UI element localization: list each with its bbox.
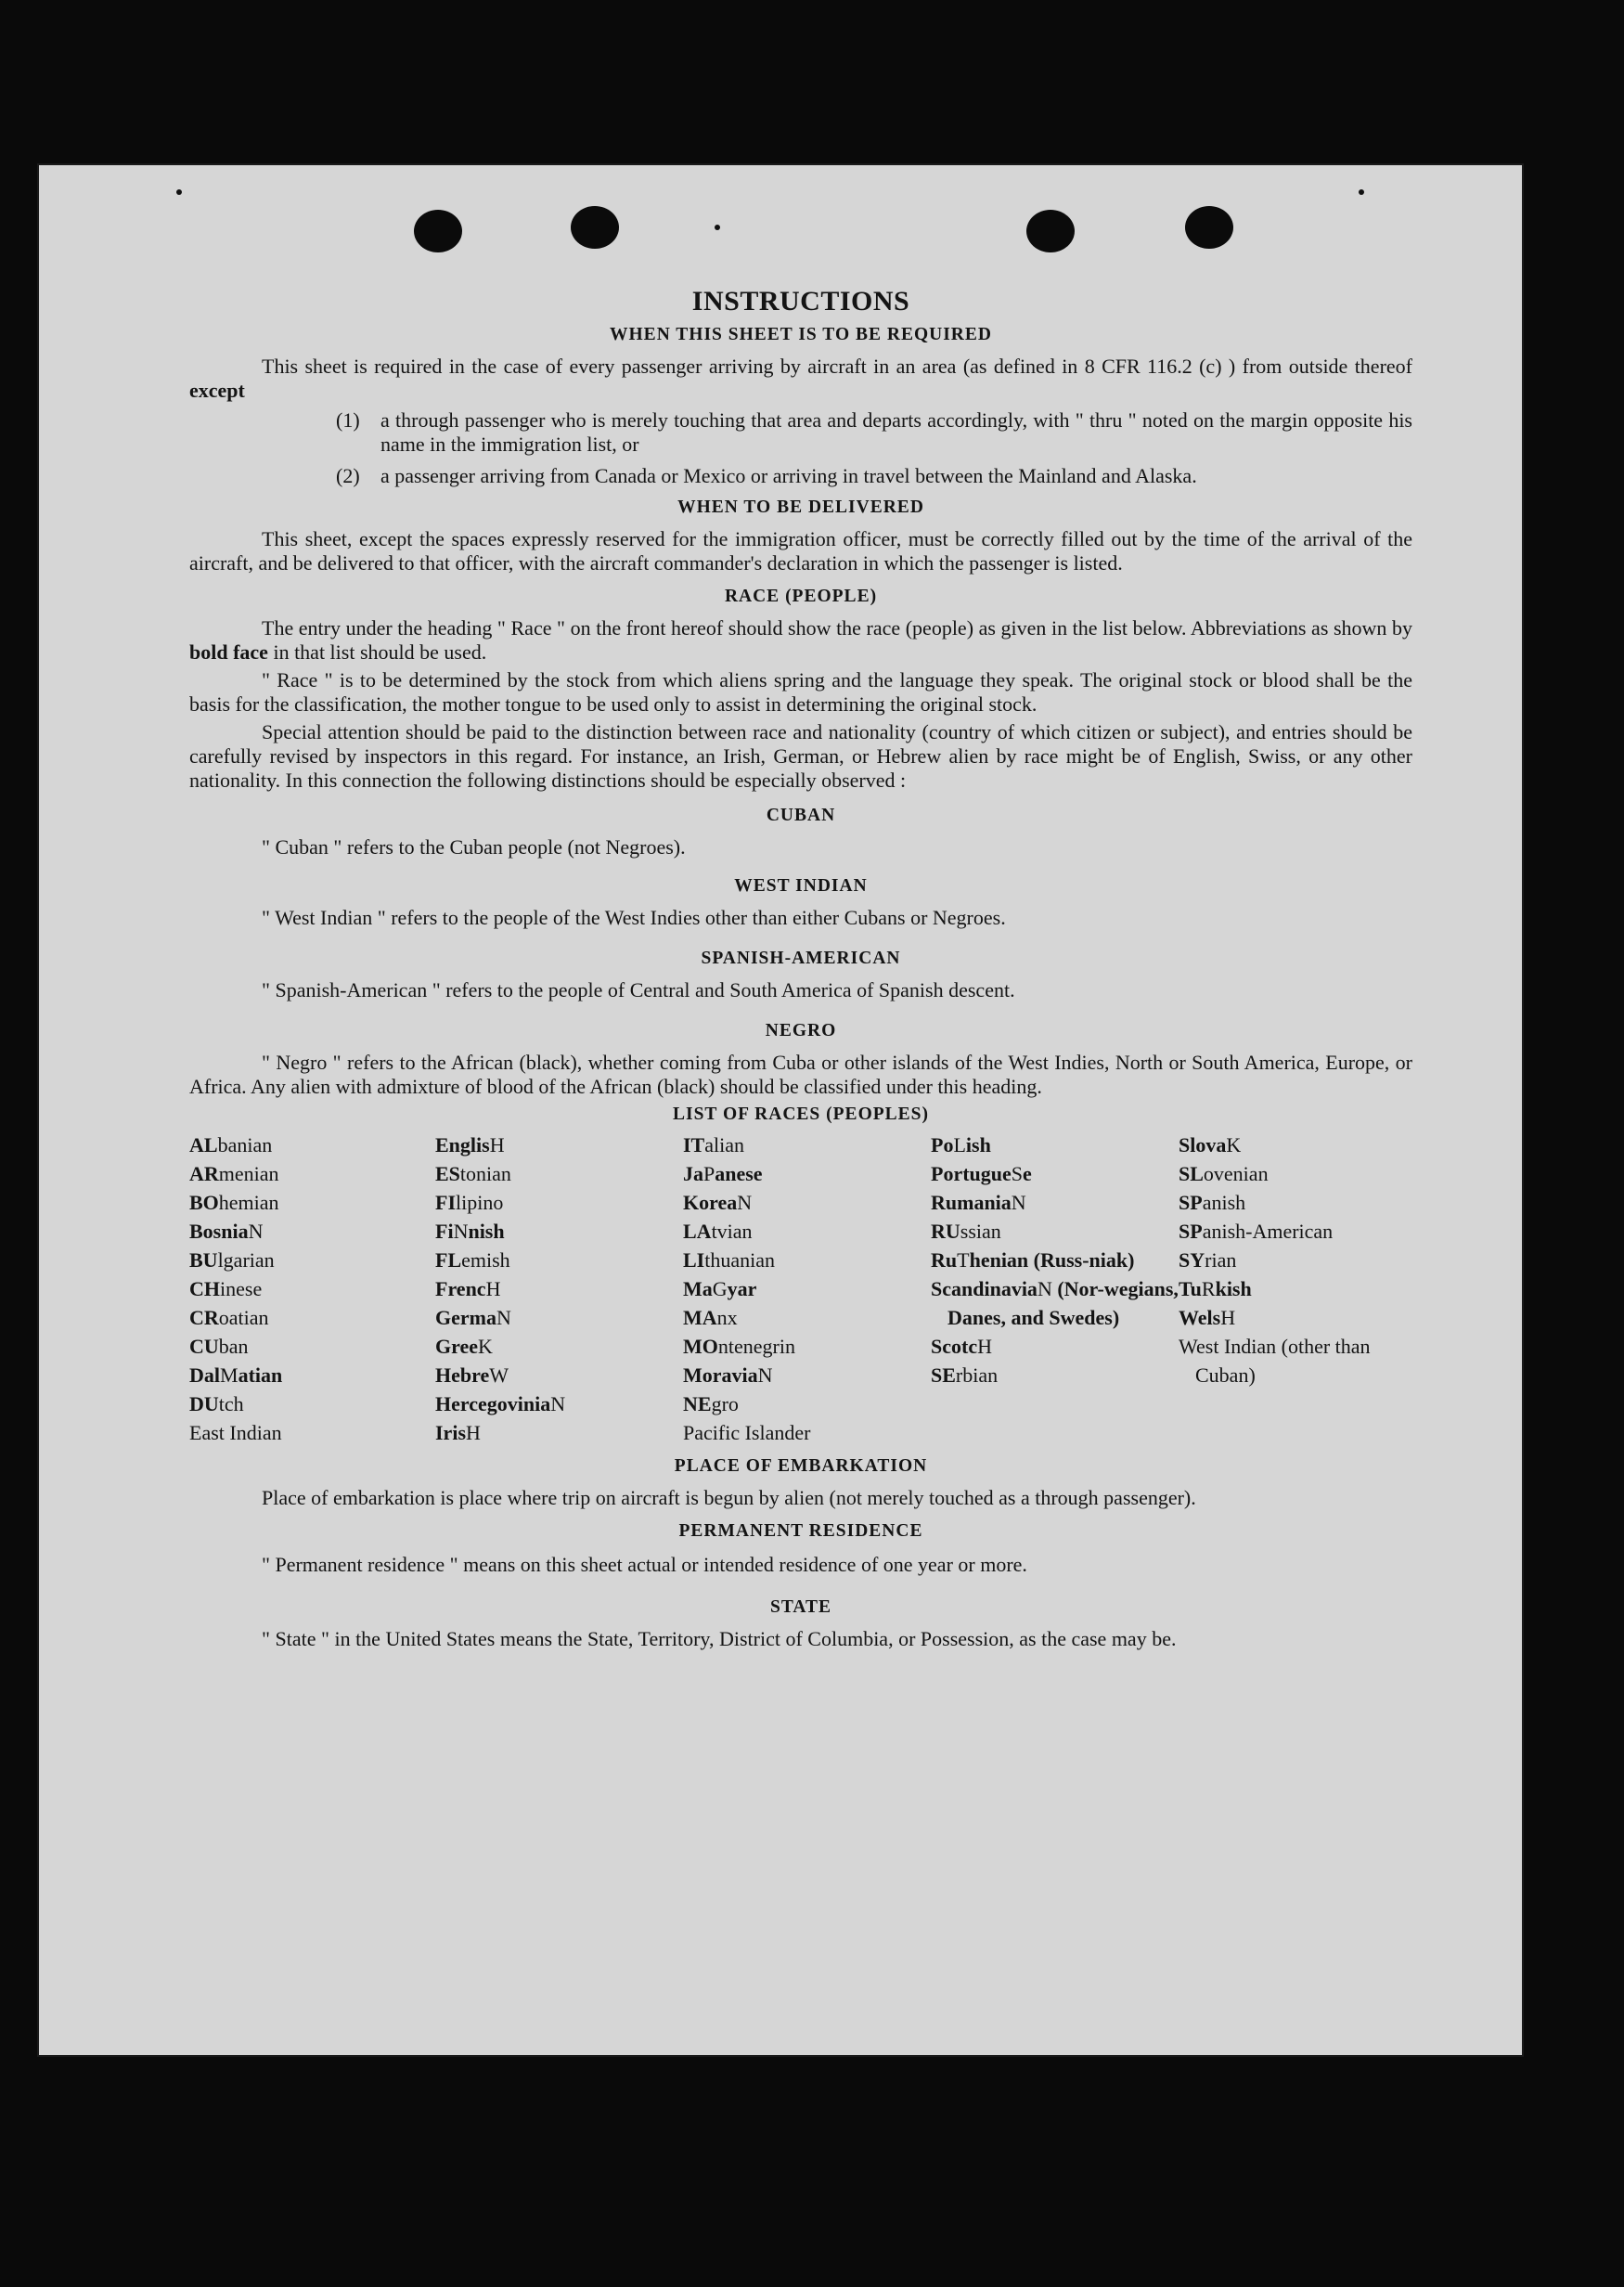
race-entry: FLemish [435, 1248, 510, 1272]
race-entry: MoraviaN [683, 1363, 773, 1387]
race-entry: FiNnish [435, 1220, 505, 1243]
required-intro: This sheet is required in the case of every passenger arriving by aircraft in an area (as defined in 8 CFR 116.2 (c) ) from outside thereof except [189, 355, 1412, 402]
race-entry: TuRkish [1179, 1277, 1252, 1300]
race-entry: SPanish-American [1179, 1220, 1334, 1243]
heading-delivered: WHEN TO BE DELIVERED [677, 497, 924, 517]
race-entry: EStonian [435, 1162, 511, 1185]
race-entry: RuThenian (Russ-niak) [931, 1248, 1135, 1272]
heading-spanish-american: SPANISH-AMERICAN [701, 949, 901, 968]
race-entry: HercegoviniaN [435, 1392, 566, 1415]
embarkation-text: Place of embarkation is place where trip on aircraft is begun by alien (not merely touched as a through passenger). [262, 1486, 1196, 1509]
race-entry: ScotcH [931, 1335, 992, 1358]
heading-residence: PERMANENT RESIDENCE [678, 1521, 923, 1541]
heading-race: RACE (PEOPLE) [724, 587, 878, 606]
race-paragraph-2: " Race " is to be determined by the stock from which aliens spring and the language they speak. The original stock or blood shall be the basis for the classification, the mother tongue to be used only to assist in determining the original stock. [189, 668, 1412, 716]
race-paragraph-1: The entry under the heading " Race " on the front hereof should show the race (people) as given in the list below. Abbreviations as shown by bold face in that list should be used. [189, 616, 1412, 664]
races-column [189, 1131, 435, 1447]
races-column [1179, 1131, 1412, 1447]
document-page [37, 163, 1524, 2057]
residence-text: " Permanent residence " means on this sheet actual or intended residence of one year or more. [262, 1553, 1027, 1576]
race-entry: CRoatian [189, 1306, 269, 1329]
race-entry: HebreW [435, 1363, 509, 1387]
negro-text: " Negro " refers to the African (black), whether coming from Cuba or other islands of the West Indies, North or South America, Europe, or Africa. Any alien with admixture of blood of the African (black) should be classified under this heading. [189, 1051, 1412, 1098]
heading-required: WHEN THIS SHEET IS TO BE REQUIRED [610, 325, 992, 344]
races-column [435, 1131, 683, 1447]
race-entry: JaPanese [683, 1162, 763, 1185]
race-entry: PoLish [931, 1133, 991, 1156]
race-entry: West Indian (other than Cuban) [1179, 1335, 1371, 1387]
race-entry: PortugueSe [931, 1162, 1032, 1185]
heading-negro: NEGRO [765, 1021, 837, 1040]
race-entry: SYrian [1179, 1248, 1237, 1272]
cuban-text: " Cuban " refers to the Cuban people (not Negroes). [262, 835, 686, 859]
heading-state: STATE [769, 1597, 832, 1617]
race-entry: SPanish [1179, 1191, 1246, 1214]
race-entry: LIthuanian [683, 1248, 776, 1272]
race-entry: DUtch [189, 1392, 244, 1415]
speck [176, 189, 182, 195]
race-entry: BOhemian [189, 1191, 279, 1214]
punch-hole [571, 206, 619, 249]
race-entry: RumaniaN [931, 1191, 1026, 1214]
race-entry: IrisH [435, 1421, 481, 1444]
race-entry: WelsH [1179, 1306, 1236, 1329]
race-entry: BosniaN [189, 1220, 264, 1243]
races-column [931, 1131, 1179, 1447]
heading-cuban: CUBAN [766, 806, 836, 825]
race-entry: SLovenian [1179, 1162, 1269, 1185]
punch-hole [414, 210, 462, 252]
race-entry: ALbanian [189, 1133, 273, 1156]
race-entry: NEgro [683, 1392, 739, 1415]
race-entry: DalMatian [189, 1363, 283, 1387]
race-entry: MOntenegrin [683, 1335, 795, 1358]
race-entry: MaGyar [683, 1277, 757, 1300]
race-entry: SErbian [931, 1363, 999, 1387]
speck [715, 225, 720, 230]
race-entry: ARmenian [189, 1162, 279, 1185]
race-entry: East Indian [189, 1421, 282, 1444]
heading-list-of-races: LIST OF RACES (PEOPLES) [672, 1105, 929, 1124]
race-entry: EnglisH [435, 1133, 505, 1156]
race-entry: GermaN [435, 1306, 511, 1329]
punch-hole [1026, 210, 1075, 252]
page-title: INSTRUCTIONS [691, 286, 910, 317]
heading-west-indian: WEST INDIAN [734, 876, 868, 896]
punch-hole [1185, 206, 1233, 249]
race-entry: KoreaN [683, 1191, 753, 1214]
races-list [189, 1131, 1412, 1447]
heading-embarkation: PLACE OF EMBARKATION [674, 1456, 928, 1476]
race-entry: FIlipino [435, 1191, 504, 1214]
race-entry: ScandinaviaN (Nor-wegians, Danes, and Swedes) [931, 1277, 1179, 1329]
race-entry: MAnx [683, 1306, 738, 1329]
race-entry: CHinese [189, 1277, 263, 1300]
instructions-content [189, 286, 1412, 1651]
spanish-american-text: " Spanish-American " refers to the people of Central and South America of Spanish descent. [262, 978, 1015, 1001]
exception-item-2: (2) a passenger arriving from Canada or Mexico or arriving in travel between the Mainland and Alaska. [336, 464, 1197, 487]
race-entry: FrencH [435, 1277, 501, 1300]
state-text: " State " in the United States means the State, Territory, District of Columbia, or Possession, as the case may be. [262, 1627, 1177, 1650]
race-entry: Pacific Islander [683, 1421, 811, 1444]
exception-item-1: (1) a through passenger who is merely touching that area and departs accordingly, with " thru " noted on the margin opposite his name in the immigration list, or [336, 408, 1412, 456]
race-entry: LAtvian [683, 1220, 753, 1243]
race-entry: GreeK [435, 1335, 493, 1358]
west-indian-text: " West Indian " refers to the people of the West Indies other than either Cubans or Negroes. [262, 906, 1006, 929]
races-column [683, 1131, 931, 1447]
race-entry: ITalian [683, 1133, 745, 1156]
speck [1359, 189, 1364, 195]
race-entry: CUban [189, 1335, 249, 1358]
race-paragraph-3: Special attention should be paid to the distinction between race and nationality (country of which citizen or subject), and entries should be carefully revised by inspectors in this regard. For instance, an Irish, German, or Hebrew alien by race might be of English, Swiss, or any other nationality. In this connection the following distinctions should be especially observed : [189, 720, 1412, 792]
race-entry: SlovaK [1179, 1133, 1242, 1156]
race-entry: BUlgarian [189, 1248, 275, 1272]
delivered-text: This sheet, except the spaces expressly reserved for the immigration officer, must be correctly filled out by the time of the arrival of the aircraft, and be delivered to that officer, with the aircraft commander's declaration in which the passenger is listed. [189, 527, 1412, 575]
race-entry: RUssian [931, 1220, 1001, 1243]
